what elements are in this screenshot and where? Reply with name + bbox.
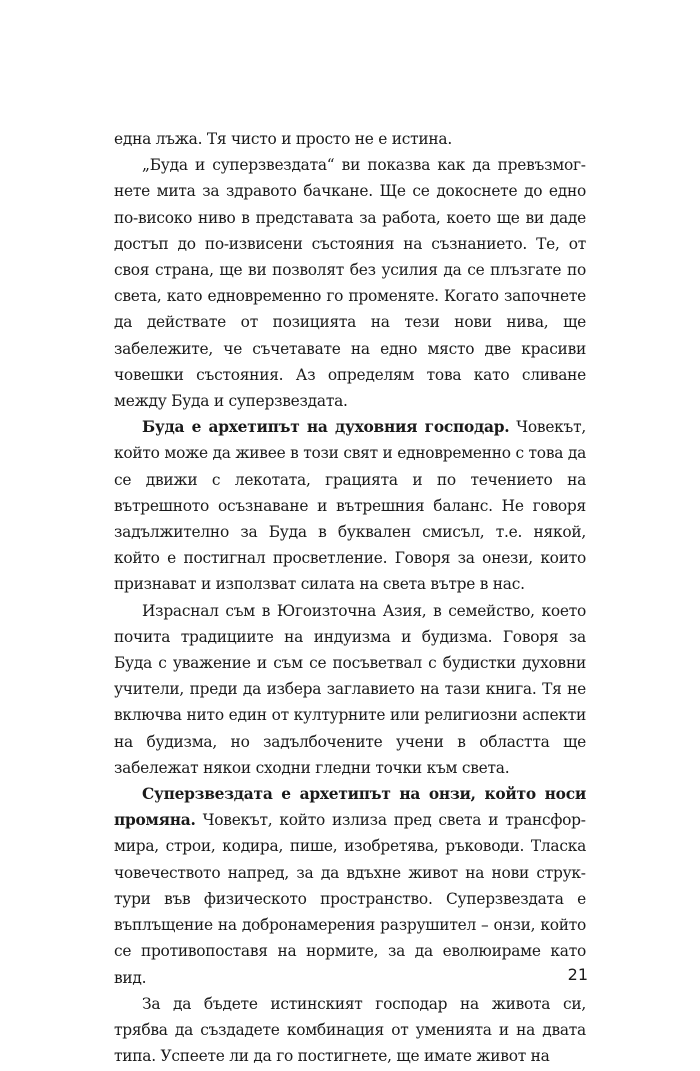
paragraph-1: [114, 126, 586, 152]
paragraph-4: [114, 598, 586, 781]
paragraph-5: [114, 781, 586, 991]
paragraph-2: [114, 152, 586, 414]
paragraph-6: [114, 991, 586, 1070]
paragraph-1-text: една лъжа. Тя чисто и просто не е истина.: [114, 130, 452, 148]
paragraph-2-text: „Буда и суперзвездата“ ви показва как да превъзмогнете мита за здравото бачкане. Ще се докоснете до едно по-високо ниво в представата за работа, което ще ви даде достъп до по-извисени състояния на съзнанието. Те, от своя страна, ще ви позволят без усилия да се плъзгате по света, като едновременно го променяте. Когато започнете да действате от позицията на тези нови нива, ще забележите, че съчетавате на едно място две красиви човешки състояния. Аз определям това като сливане между Буда и суперзвездата.: [114, 156, 586, 411]
page-number: 21: [567, 965, 588, 984]
paragraph-3-lead: Буда е архетипът на духовния господар.: [142, 418, 510, 437]
paragraph-6-text: За да бъдете истинският господар на живота си, трябва да създадете комбинация от уменията и на двата типа. Успеете ли да го постигнете, ще имате живот на: [114, 994, 586, 1066]
paragraph-5-lead: Суперзвездата е архетипът на онзи, който носи промяна.: [114, 785, 586, 830]
paragraph-3: [114, 414, 586, 597]
paragraph-5-text: Човекът, който излиза пред света и трансформира, строи, кодира, пише, изобретява, ръководи. Тласка човечеството напред, за да вдъхне живот на нови структури във физическото пространство. Суперзвездата е въплъщение на добронамерения разрушител – онзи, който се противопоставя на нормите, за да еволюираме като вид.: [114, 811, 586, 987]
body-text: [114, 126, 586, 1069]
paragraph-4-text: Израснал съм в Югоизточна Азия, в семейство, което почита традициите на индуизма и будизма. Говоря за Буда с уважение и съм се посъветвал с будистки духовни учители, преди да избера заглавието на тази книга. Тя не включва нито един от културните или религиозни аспекти на будизма, но задълбочените учени в областта ще забележат някои сходни гледни точки към света.: [114, 601, 586, 777]
paragraph-3-text: Човекът, който може да живее в този свят и едновременно с това да се движи с лекотата, грацията и по течението на вътрешното осъзнаване и вътрешния баланс. Не говоря задължително за Буда в буквален смисъл, т.е. някой, който е постигнал просветление. Говоря за онези, които признават и използват силата на света вътре в нас.: [114, 418, 586, 594]
